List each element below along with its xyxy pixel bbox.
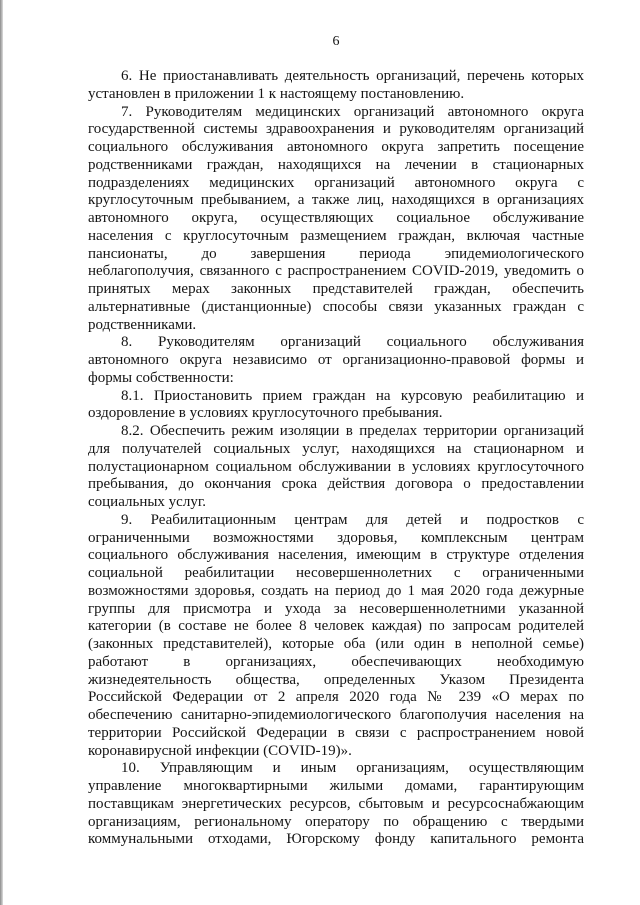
text-line: поставщикам энергетических ресурсов, сбытовым и ресурсоснабжающим <box>88 795 584 812</box>
text-line: социального обслуживания автономного округа запретить посещение <box>88 139 584 155</box>
text-line: родственниками. <box>88 316 197 333</box>
text-line: социальных услуг. <box>88 494 207 510</box>
text-line: ограниченными возможностями здоровья, комплексным центрам <box>88 529 584 546</box>
text-line: 8.2. Обеспечить режим изоляции в пределах территории организаций <box>121 423 584 439</box>
text-line: 9. Реабилитационным центрам для детей и подростков с <box>121 511 584 528</box>
paragraph-item-6 <box>88 68 584 104</box>
document-body <box>88 68 584 849</box>
text-line: 8.1. Приостановить прием граждан на курсовую реабилитацию и <box>121 387 584 404</box>
text-line: круглосуточным пребыванием, а также лиц, находящихся в организациях <box>88 192 584 209</box>
text-line: населения с круглосуточным размещением граждан, включая частные <box>88 227 584 244</box>
text-line: родственниками граждан, находящихся на лечении в стационарных <box>88 156 584 173</box>
paragraph-item-8-2 <box>88 423 584 512</box>
text-line: работают в организациях, обеспечивающих необходимую <box>88 653 584 670</box>
text-line: для получателей социальных услуг, находящихся на стационарном и <box>88 440 584 457</box>
text-line: социального обслуживания населения, имеющим в структуре отделения <box>88 547 584 564</box>
page-number: 6 <box>332 34 340 49</box>
text-line: 6. Не приостанавливать деятельность организаций, перечень которых <box>121 68 584 84</box>
text-line: 7. Руководителям медицинских организаций автономного округа <box>121 103 584 120</box>
text-line: автономного округа независимо от организационно-правовой формы и <box>88 352 584 368</box>
text-line: организациям, региональному оператору по обращению с твердыми <box>88 813 584 830</box>
scan-edge <box>0 0 3 905</box>
text-line: установлен в приложении 1 к настоящему постановлению. <box>88 85 465 102</box>
text-line: территории Российской Федерации в связи с распространением новой <box>88 724 584 741</box>
text-line: Российской Федерации от 2 апреля 2020 года № 239 «О мерах по <box>88 689 584 706</box>
paragraph-item-9 <box>88 512 584 761</box>
text-line: категории (в составе не более 8 человек каждая) по запросам родителей <box>88 618 584 635</box>
text-line: принятых мерах законных представителей граждан, обеспечить <box>88 281 584 297</box>
text-line: коммунальными отходами, Югорскому фонду капитального ремонта <box>88 831 584 848</box>
paragraph-item-7 <box>88 104 584 335</box>
text-line: социальной реабилитации несовершеннолетних с ограниченными <box>88 565 584 581</box>
text-line: государственной системы здравоохранения и руководителям организаций <box>88 121 584 138</box>
paragraph-item-8-1 <box>88 388 584 424</box>
text-line: формы собственности: <box>88 369 234 386</box>
text-line: жизнедеятельность общества, определенных Указом Президента <box>88 671 584 688</box>
text-line: оздоровление в условиях круглосуточного пребывания. <box>88 405 443 422</box>
text-line: обеспечению санитарно-эпидемиологического благополучия населения на <box>88 707 584 723</box>
text-line: возможностями здоровья, создать на период до 1 мая 2020 года дежурные <box>88 582 584 599</box>
text-line: 8. Руководителям организаций социального обслуживания <box>121 334 584 351</box>
text-line: пребывания, до окончания срока действия договора о предоставлении <box>88 476 584 493</box>
text-line: (законных представителей), которые оба (или один в неполной семье) <box>88 636 584 652</box>
text-line: неблагополучия, связанного с распространением COVID-2019, уведомить о <box>88 263 584 280</box>
paragraph-item-8 <box>88 334 584 387</box>
text-line: подразделениях медицинских организаций автономного округа с <box>88 174 584 191</box>
text-line: группы для присмотра и ухода за несовершеннолетними указанной <box>88 600 584 617</box>
text-line: 10. Управляющим и иным организациям, осуществляющим <box>121 760 584 777</box>
text-line: пансионаты, до завершения периода эпидемиологического <box>88 245 584 262</box>
text-line: коронавирусной инфекции (COVID-19)». <box>88 742 352 759</box>
text-line: полустационарном социальном обслуживании в условиях круглосуточного <box>88 458 584 475</box>
text-line: управление многоквартирными жилыми домами, гарантирующим <box>88 778 584 794</box>
text-line: альтернативные (дистанционные) способы связи указанных граждан с <box>88 298 584 315</box>
text-line: автономного округа, осуществляющих социальное обслуживание <box>88 210 584 226</box>
paragraph-item-10 <box>88 760 584 849</box>
